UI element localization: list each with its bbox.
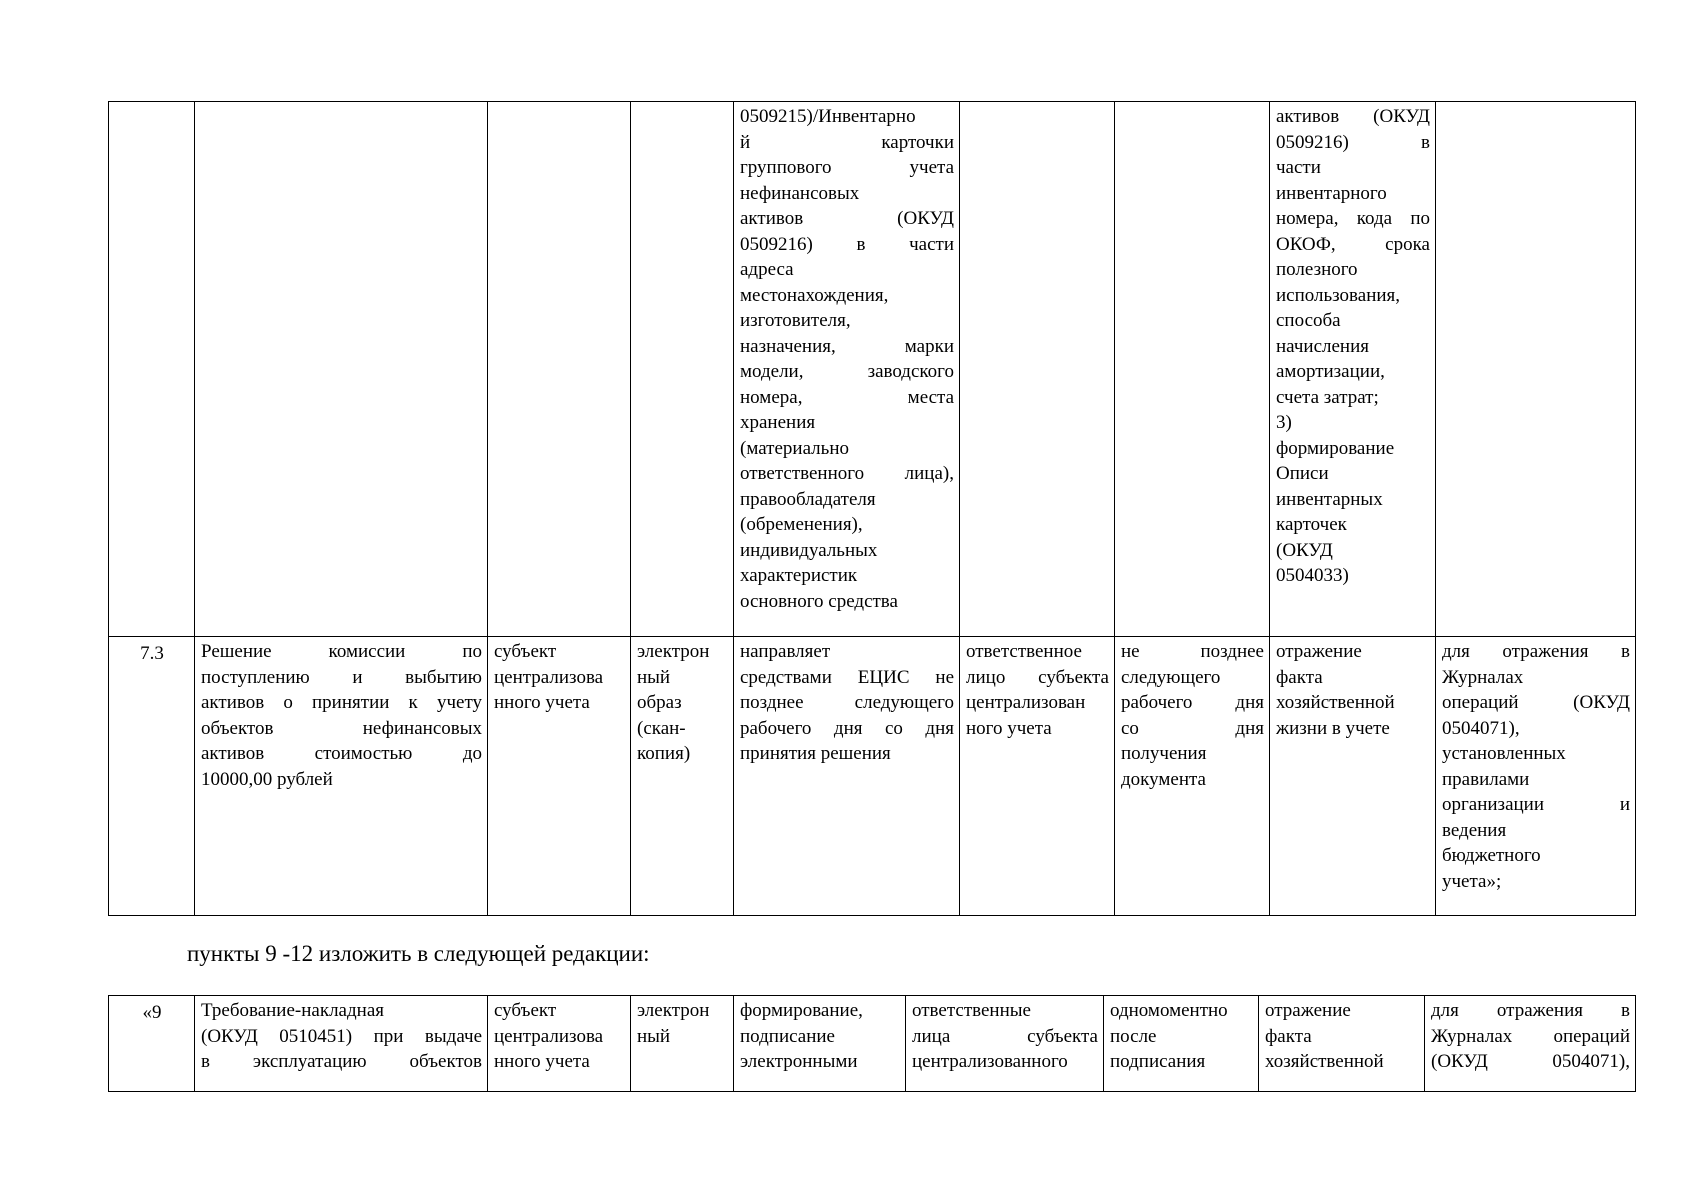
cell-text-line: субъект — [494, 1000, 557, 1021]
cell-purpose — [1436, 637, 1636, 916]
cell-text-line: рабочего дня со дня — [740, 717, 954, 739]
cell-responsible — [960, 102, 1115, 637]
cell-text-line: счета затрат; — [1276, 386, 1379, 408]
cell-text-line: ный — [637, 666, 671, 688]
cell-text-line: нного учета — [494, 692, 590, 713]
cell-text-line: местонахождения, — [740, 284, 889, 306]
cell-recipient — [1259, 996, 1425, 1092]
cell-text-line: факта — [1276, 666, 1323, 688]
cell-text-line: 0509216) в — [1276, 131, 1430, 153]
cell-text-line: 0504071), — [1442, 717, 1520, 739]
cell-deadline — [1104, 996, 1259, 1092]
cell-text-line: средствами ЕЦИС не — [740, 666, 954, 688]
cell-text-line: хранения — [740, 412, 816, 433]
cell-text-line: подписания — [1110, 1051, 1206, 1072]
cell-procedure — [734, 637, 960, 916]
cell-text-line: со дня — [1121, 717, 1264, 739]
cell-num — [109, 102, 195, 637]
cell-text-line: 0509215)/Инвентарно — [740, 106, 916, 127]
cell-text-line: Журналах — [1442, 666, 1524, 688]
document-table-bottom — [108, 995, 1636, 1092]
cell-text-line: ОКОФ, срока — [1276, 233, 1430, 255]
table-row — [109, 637, 1636, 916]
cell-text-line: характеристик — [740, 565, 858, 586]
cell-text-line: ответственного лица), — [740, 463, 954, 484]
cell-text-line: операций (ОКУД — [1442, 692, 1630, 713]
cell-text-line: электрон — [637, 641, 710, 662]
cell-text-line: способа — [1276, 310, 1341, 331]
cell-text-line: объектов нефинансовых — [201, 717, 482, 739]
cell-author — [488, 637, 631, 916]
cell-text-line: электрон — [637, 1000, 710, 1021]
cell-text-line: номера, места — [740, 386, 954, 408]
cell-text-line: ведения — [1442, 819, 1507, 841]
cell-deadline — [1115, 102, 1270, 637]
row-number: «9 — [109, 996, 195, 1092]
cell-text-line: Описи — [1276, 463, 1329, 484]
cell-procedure — [734, 102, 960, 637]
cell-text-line: хозяйственной — [1276, 692, 1395, 713]
cell-text-line: нного учета — [494, 1051, 590, 1072]
cell-procedure — [734, 996, 906, 1092]
cell-text-line: следующего — [1121, 666, 1221, 688]
cell-deadline — [1115, 637, 1270, 916]
table-row — [109, 102, 1636, 637]
cell-text-line: централизова — [494, 666, 604, 688]
cell-responsible — [906, 996, 1104, 1092]
cell-text-line: жизни в учете — [1276, 717, 1390, 739]
cell-form — [631, 637, 734, 916]
cell-text-line: 10000,00 рублей — [201, 768, 333, 790]
cell-text-line: ответственное — [966, 641, 1082, 662]
cell-text-line: учета»; — [1442, 870, 1502, 892]
cell-text-line: отражение — [1265, 1000, 1351, 1021]
cell-text-line: активов (ОКУД — [740, 208, 954, 229]
cell-text-line: части — [1276, 157, 1321, 178]
cell-text-line: модели, заводского — [740, 361, 954, 382]
cell-text-line: (ОКУД 0504071), — [1431, 1051, 1630, 1072]
cell-recipient — [1270, 102, 1436, 637]
cell-text-line: адреса — [740, 259, 794, 280]
cell-text-line: не позднее — [1121, 641, 1264, 662]
cell-text-line: карточек — [1276, 514, 1347, 535]
cell-text-line: активов (ОКУД — [1276, 106, 1430, 127]
cell-text-line: одномоментно — [1110, 1000, 1228, 1021]
cell-text-line: назначения, марки — [740, 335, 954, 357]
cell-text-line: (скан- — [637, 717, 686, 739]
cell-text-line: рабочего дня — [1121, 692, 1264, 713]
cell-text-line: ный — [637, 1025, 671, 1047]
cell-text-line: для отражения в — [1431, 1000, 1630, 1021]
cell-text-line: Решение комиссии по — [201, 641, 482, 662]
cell-text-line: централизован — [966, 692, 1086, 713]
cell-text-line: направляет — [740, 641, 831, 662]
cell-purpose — [1425, 996, 1636, 1092]
cell-text-line: (обременения), — [740, 514, 863, 535]
cell-text-line: (ОКУД 0510451) при выдаче — [201, 1025, 482, 1047]
cell-text-line: нефинансовых — [740, 182, 860, 204]
row-number: 7.3 — [109, 637, 195, 916]
cell-form — [631, 996, 734, 1092]
cell-form — [631, 102, 734, 637]
cell-text-line: (материально — [740, 437, 849, 459]
document-table-top — [108, 101, 1636, 916]
cell-text-line: бюджетного — [1442, 845, 1541, 866]
cell-text-line: централизованного — [912, 1051, 1068, 1072]
amendment-instruction: пункты 9 -12 изложить в следующей редакции: — [187, 941, 650, 966]
cell-text-line: правилами — [1442, 768, 1530, 790]
cell-text-line: ответственные — [912, 1000, 1031, 1021]
cell-text-line: основного средства — [740, 590, 898, 612]
cell-text-line: полезного — [1276, 259, 1358, 280]
cell-document — [195, 996, 488, 1092]
cell-text-line: амортизации, — [1276, 361, 1385, 382]
cell-text-line: лица субъекта — [912, 1025, 1098, 1047]
cell-text-line: начисления — [1276, 335, 1369, 357]
cell-text-line: централизова — [494, 1025, 604, 1047]
cell-text-line: индивидуальных — [740, 539, 878, 561]
cell-text-line: формирование — [1276, 437, 1395, 459]
cell-text-line: номера, кода по — [1276, 208, 1430, 229]
cell-text-line: лицо субъекта — [966, 666, 1109, 688]
cell-text-line: изготовителя, — [740, 310, 851, 331]
cell-text-line: (ОКУД — [1276, 539, 1333, 561]
cell-text-line: факта — [1265, 1025, 1312, 1047]
cell-author — [488, 996, 631, 1092]
cell-text-line: электронными — [740, 1051, 858, 1072]
cell-text-line: активов о принятии к учету — [201, 692, 482, 713]
cell-text-line: установленных — [1442, 743, 1566, 764]
cell-text-line: 0504033) — [1276, 565, 1349, 586]
cell-purpose — [1436, 102, 1636, 637]
cell-text-line: ного учета — [966, 717, 1052, 739]
cell-text-line: документа — [1121, 768, 1206, 790]
cell-document — [195, 637, 488, 916]
cell-text-line: формирование, — [740, 1000, 863, 1021]
cell-text-line: копия) — [637, 743, 691, 764]
cell-text-line: принятия решения — [740, 743, 891, 764]
cell-text-line: поступлению и выбытию — [201, 666, 482, 688]
cell-responsible — [960, 637, 1115, 916]
cell-text-line: инвентарных — [1276, 488, 1383, 510]
cell-text-line: после — [1110, 1025, 1157, 1047]
cell-text-line: организации и — [1442, 794, 1630, 815]
cell-text-line: использования, — [1276, 284, 1401, 306]
cell-text-line: субъект — [494, 641, 557, 662]
cell-text-line: Требование-накладная — [201, 1000, 384, 1021]
table-row — [109, 996, 1636, 1092]
cell-text-line: 3) — [1276, 412, 1292, 433]
cell-text-line: 0509216) в части — [740, 233, 954, 255]
cell-text-line: позднее следующего — [740, 692, 954, 713]
cell-text-line: для отражения в — [1442, 641, 1630, 662]
cell-text-line: инвентарного — [1276, 182, 1387, 204]
cell-text-line: отражение — [1276, 641, 1362, 662]
cell-recipient — [1270, 637, 1436, 916]
cell-text-line: группового учета — [740, 157, 954, 178]
cell-text-line: подписание — [740, 1025, 835, 1047]
cell-text-line: в эксплуатацию объектов — [201, 1051, 482, 1072]
cell-text-line: правообладателя — [740, 488, 876, 510]
cell-text-line: Журналах операций — [1431, 1025, 1630, 1047]
cell-document — [195, 102, 488, 637]
cell-text-line: образ — [637, 692, 682, 713]
cell-text-line: получения — [1121, 743, 1207, 764]
cell-text-line: хозяйственной — [1265, 1051, 1384, 1072]
cell-text-line: й карточки — [740, 131, 954, 153]
cell-author — [488, 102, 631, 637]
cell-text-line: активов стоимостью до — [201, 743, 482, 764]
